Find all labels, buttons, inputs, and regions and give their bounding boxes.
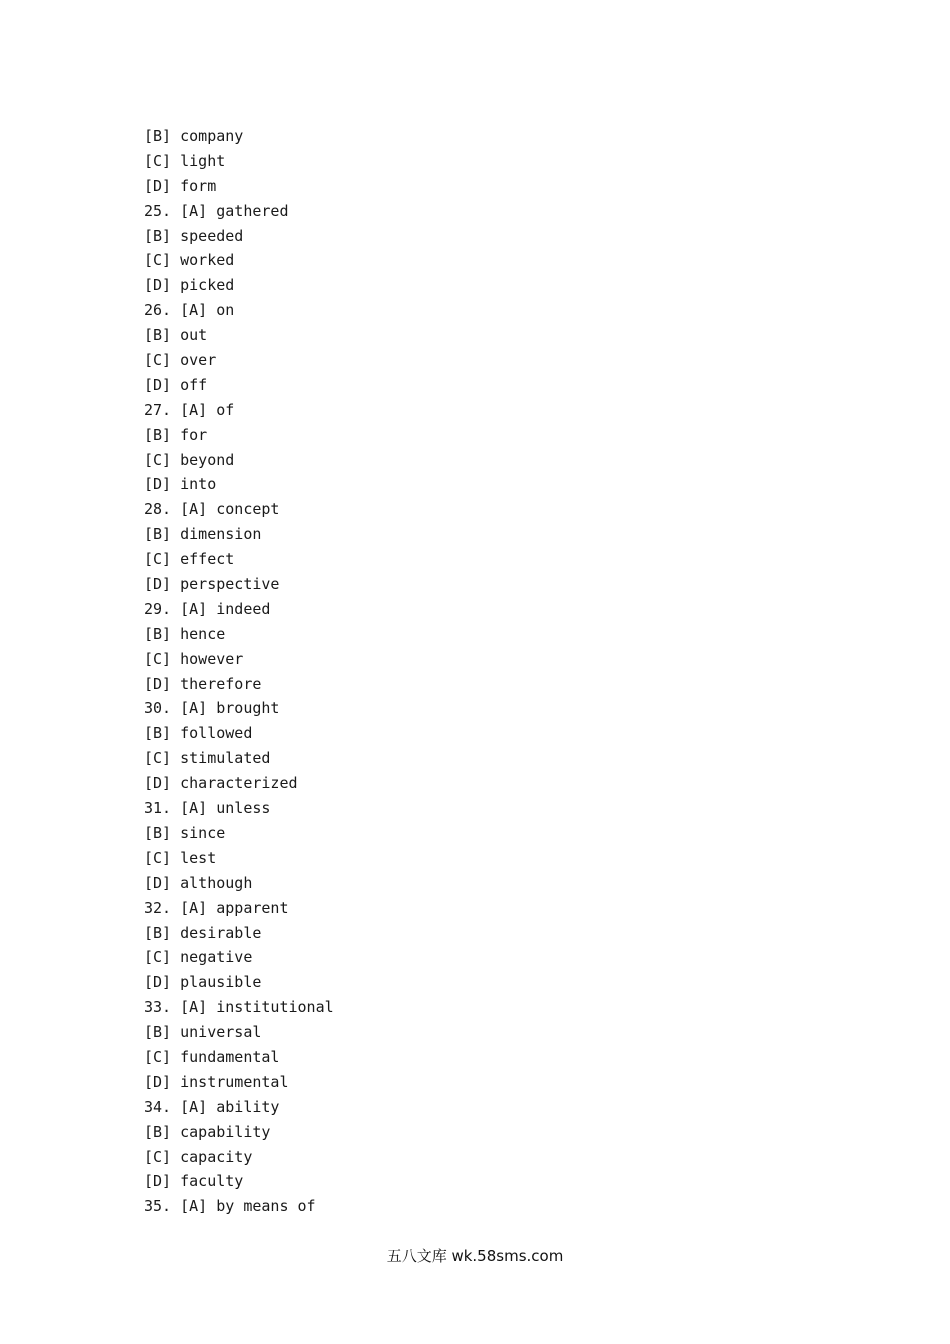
option-line: [B] capability xyxy=(144,1122,271,1141)
option-line: [B] hence xyxy=(144,624,226,643)
option-line: [D] although xyxy=(144,873,253,892)
option-line: [D] perspective xyxy=(144,575,280,594)
option-line: [C] negative xyxy=(144,948,253,967)
option-line: [C] stimulated xyxy=(144,749,271,768)
option-line: [C] lest xyxy=(144,848,217,867)
option-line: 29. [A] indeed xyxy=(144,599,271,618)
option-line: [B] universal xyxy=(144,1023,262,1042)
option-line: [B] company xyxy=(144,127,244,145)
option-line: 25. [A] gathered xyxy=(144,201,289,220)
option-line: 32. [A] apparent xyxy=(144,898,289,917)
option-line: [C] capacity xyxy=(144,1147,253,1166)
option-line: [B] for xyxy=(144,425,208,444)
option-line: [D] form xyxy=(144,176,217,195)
option-line: [D] faculty xyxy=(144,1172,244,1191)
option-line: 35. [A] by means of xyxy=(144,1197,316,1216)
option-line: [B] speeded xyxy=(144,226,244,245)
option-line: [C] effect xyxy=(144,550,235,569)
option-line: 27. [A] of xyxy=(144,400,235,419)
option-line: [D] characterized xyxy=(144,774,298,793)
option-line: [D] instrumental xyxy=(144,1072,289,1091)
option-line: [C] however xyxy=(144,649,244,668)
option-line: [D] plausible xyxy=(144,973,262,992)
option-line: 31. [A] unless xyxy=(144,799,271,818)
option-line: [B] desirable xyxy=(144,923,262,942)
answer-option-list xyxy=(144,124,744,1219)
option-line: [B] since xyxy=(144,823,226,842)
option-line: [B] dimension xyxy=(144,525,262,544)
option-line: [B] out xyxy=(144,326,208,345)
option-line: [C] over xyxy=(144,351,217,370)
option-line: [D] off xyxy=(144,375,208,394)
option-line: [D] picked xyxy=(144,276,235,295)
option-line: [C] light xyxy=(144,151,226,170)
option-line: [D] therefore xyxy=(144,674,262,693)
option-line: 34. [A] ability xyxy=(144,1097,280,1116)
option-line: 26. [A] on xyxy=(144,301,235,320)
option-line: [D] into xyxy=(144,475,217,494)
option-line: 28. [A] concept xyxy=(144,500,280,519)
option-line: 33. [A] institutional xyxy=(144,998,334,1017)
option-line: 30. [A] brought xyxy=(144,699,280,718)
option-line: [B] followed xyxy=(144,724,253,743)
option-line: [C] fundamental xyxy=(144,1047,280,1066)
option-line: [C] worked xyxy=(144,251,235,270)
option-line: [C] beyond xyxy=(144,450,235,469)
footer-watermark: 五八文库 wk.58sms.com xyxy=(386,1247,564,1265)
